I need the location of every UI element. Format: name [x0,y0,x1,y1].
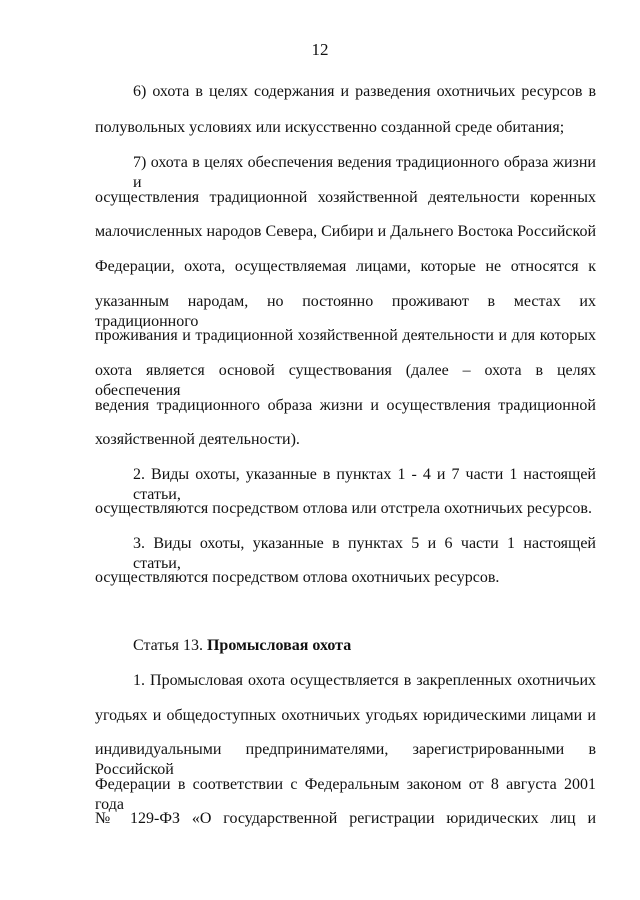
part-2-line-2: осуществляются посредством отлова или отстрела охотничьих ресурсов. [95,500,592,517]
item-7-line-3: малочисленных народов Севера, Сибири и Дальнего Востока Российской [95,223,596,240]
item-6-line-1: 6) охота в целях содержания и разведения охотничьих ресурсов в [133,83,596,100]
part-3-line-2: осуществляются посредством отлова охотничьих ресурсов. [95,569,500,586]
item-7-line-2: осуществления традиционной хозяйственной деятельности коренных [95,189,596,206]
part-3-line-1: 3. Виды охоты, указанные в пунктах 5 и 6 части 1 настоящей статьи, [133,535,596,572]
part-2-line-1: 2. Виды охоты, указанные в пунктах 1 - 4 и 7 части 1 настоящей статьи, [133,466,596,503]
article-para-1-line-4: Федерации в соответствии с Федеральным законом от 8 августа 2001 года [95,776,596,813]
item-7-line-8: ведения традиционного образа жизни и осуществления традиционной [95,397,596,414]
page-number: 12 [311,40,329,59]
article-para-1-line-3: индивидуальными предпринимателями, зарегистрированными в Российской [95,741,596,778]
article-heading [133,636,351,656]
article-title: Промысловая охота [206,637,352,654]
item-7-line-1: 7) охота в целях обеспечения ведения традиционного образа жизни и [133,154,596,191]
article-para-1-line-1: 1. Промысловая охота осуществляется в закрепленных охотничьих [133,672,596,689]
item-7-line-6: проживания и традиционной хозяйственной деятельности и для которых [95,327,596,344]
item-7-line-5: указанным народам, но постоянно проживают в местах их традиционного [95,293,596,330]
article-label: Статья 13. [133,637,203,654]
item-7-line-7: охота является основой существования (далее – охота в целях обеспечения [95,362,596,399]
article-para-1-line-2: угодьях и общедоступных охотничьих угодьях юридическими лицами и [95,707,596,724]
item-6-line-2: полувольных условиях или искусственно созданной среде обитания; [95,119,565,136]
article-para-1-line-5: № 129-ФЗ «О государственной регистрации юридических лиц и [95,810,596,827]
item-7-line-9: хозяйственной деятельности). [95,431,300,448]
item-7-line-4: Федерации, охота, осуществляемая лицами, которые не относятся к [95,258,596,275]
